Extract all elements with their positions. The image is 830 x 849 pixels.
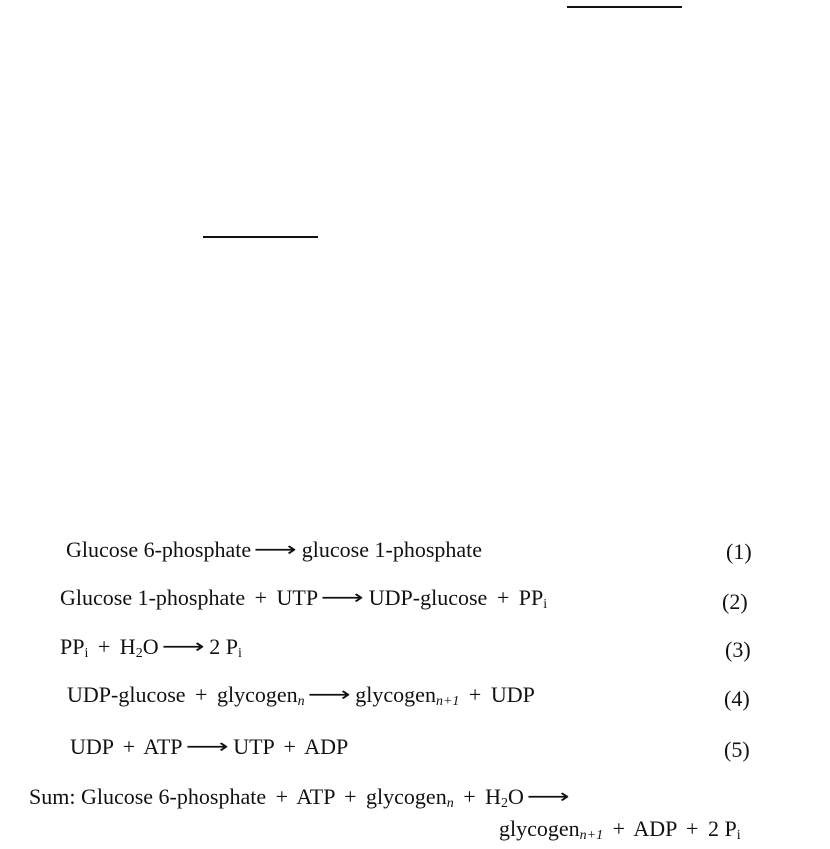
eq5-product-a: UTP bbox=[233, 734, 274, 759]
equation-3 bbox=[60, 634, 242, 660]
plus-sign: + bbox=[463, 784, 476, 809]
reaction-arrow-icon: ⟶ bbox=[526, 784, 570, 808]
sum-reactant-a: Glucose 6-phosphate bbox=[80, 784, 267, 809]
equation-4 bbox=[67, 682, 535, 708]
sum-label: Sum: bbox=[29, 784, 76, 809]
plus-sign: + bbox=[686, 816, 699, 841]
equation-5-number: (5) bbox=[724, 737, 750, 762]
eq5-product-b: ADP bbox=[304, 734, 349, 759]
eq2-product-b: $PP_i$ bbox=[518, 585, 548, 612]
equation-1 bbox=[66, 537, 482, 563]
equation-2 bbox=[60, 585, 547, 611]
plus-sign: + bbox=[97, 634, 111, 659]
sum-equation-line-2 bbox=[499, 816, 741, 842]
equation-5 bbox=[70, 734, 348, 760]
middle-rule-line bbox=[203, 236, 318, 238]
eq2-reactant-b: UTP bbox=[276, 585, 319, 610]
eq4-reactant-a: UDP-glucose bbox=[67, 682, 186, 707]
equation-4-number: (4) bbox=[724, 686, 750, 711]
plus-sign: + bbox=[496, 585, 510, 610]
sum-reactant-d: $H_2O$ bbox=[485, 784, 524, 811]
equation-3-number: (3) bbox=[725, 637, 751, 662]
reaction-arrow-icon: ⟶ bbox=[253, 537, 297, 561]
eq4-product-a: glycogen$_{n+1}$ bbox=[355, 682, 460, 709]
top-rule-line bbox=[567, 6, 682, 8]
eq5-reactant-b: ATP bbox=[143, 734, 183, 759]
reaction-arrow-icon: ⟶ bbox=[320, 585, 364, 609]
eq3-reactant-b: $H_2O$ bbox=[119, 634, 159, 661]
reaction-arrow-icon: ⟶ bbox=[185, 734, 229, 758]
reaction-arrow-icon: ⟶ bbox=[161, 634, 205, 658]
plus-sign: + bbox=[283, 734, 296, 759]
eq3-reactant-a: $PP_i$ bbox=[60, 634, 89, 661]
sum-product-a: glycogen$_{n+1}$ bbox=[499, 816, 604, 843]
plus-sign: + bbox=[122, 734, 136, 759]
equation-2-number: (2) bbox=[722, 589, 748, 614]
eq4-product-b: UDP bbox=[490, 682, 535, 707]
eq1-reactant: Glucose 6-phosphate bbox=[66, 537, 252, 562]
eq3-product: 2 $P_i$ bbox=[209, 634, 242, 661]
eq5-reactant-a: UDP bbox=[70, 734, 114, 759]
eq2-reactant-a: Glucose 1-phosphate bbox=[60, 585, 246, 610]
sum-product-c: 2 $P_i$ bbox=[707, 816, 741, 843]
plus-sign: + bbox=[254, 585, 268, 610]
plus-sign: + bbox=[612, 816, 626, 841]
sum-product-b: ADP bbox=[633, 816, 677, 841]
equation-1-number: (1) bbox=[726, 539, 752, 564]
sum-reactant-c: glycogen$_n$ bbox=[366, 784, 454, 811]
plus-sign: + bbox=[195, 682, 208, 707]
reaction-arrow-icon: ⟶ bbox=[307, 682, 351, 706]
plus-sign: + bbox=[468, 682, 482, 707]
eq1-product: glucose 1-phosphate bbox=[301, 537, 483, 562]
eq4-reactant-b: glycogen$_n$ bbox=[216, 682, 305, 709]
plus-sign: + bbox=[344, 784, 357, 809]
eq2-product-a: UDP-glucose bbox=[368, 585, 488, 610]
sum-equation-line-1 bbox=[29, 784, 575, 810]
sum-reactant-b: ATP bbox=[296, 784, 335, 809]
plus-sign: + bbox=[275, 784, 289, 809]
